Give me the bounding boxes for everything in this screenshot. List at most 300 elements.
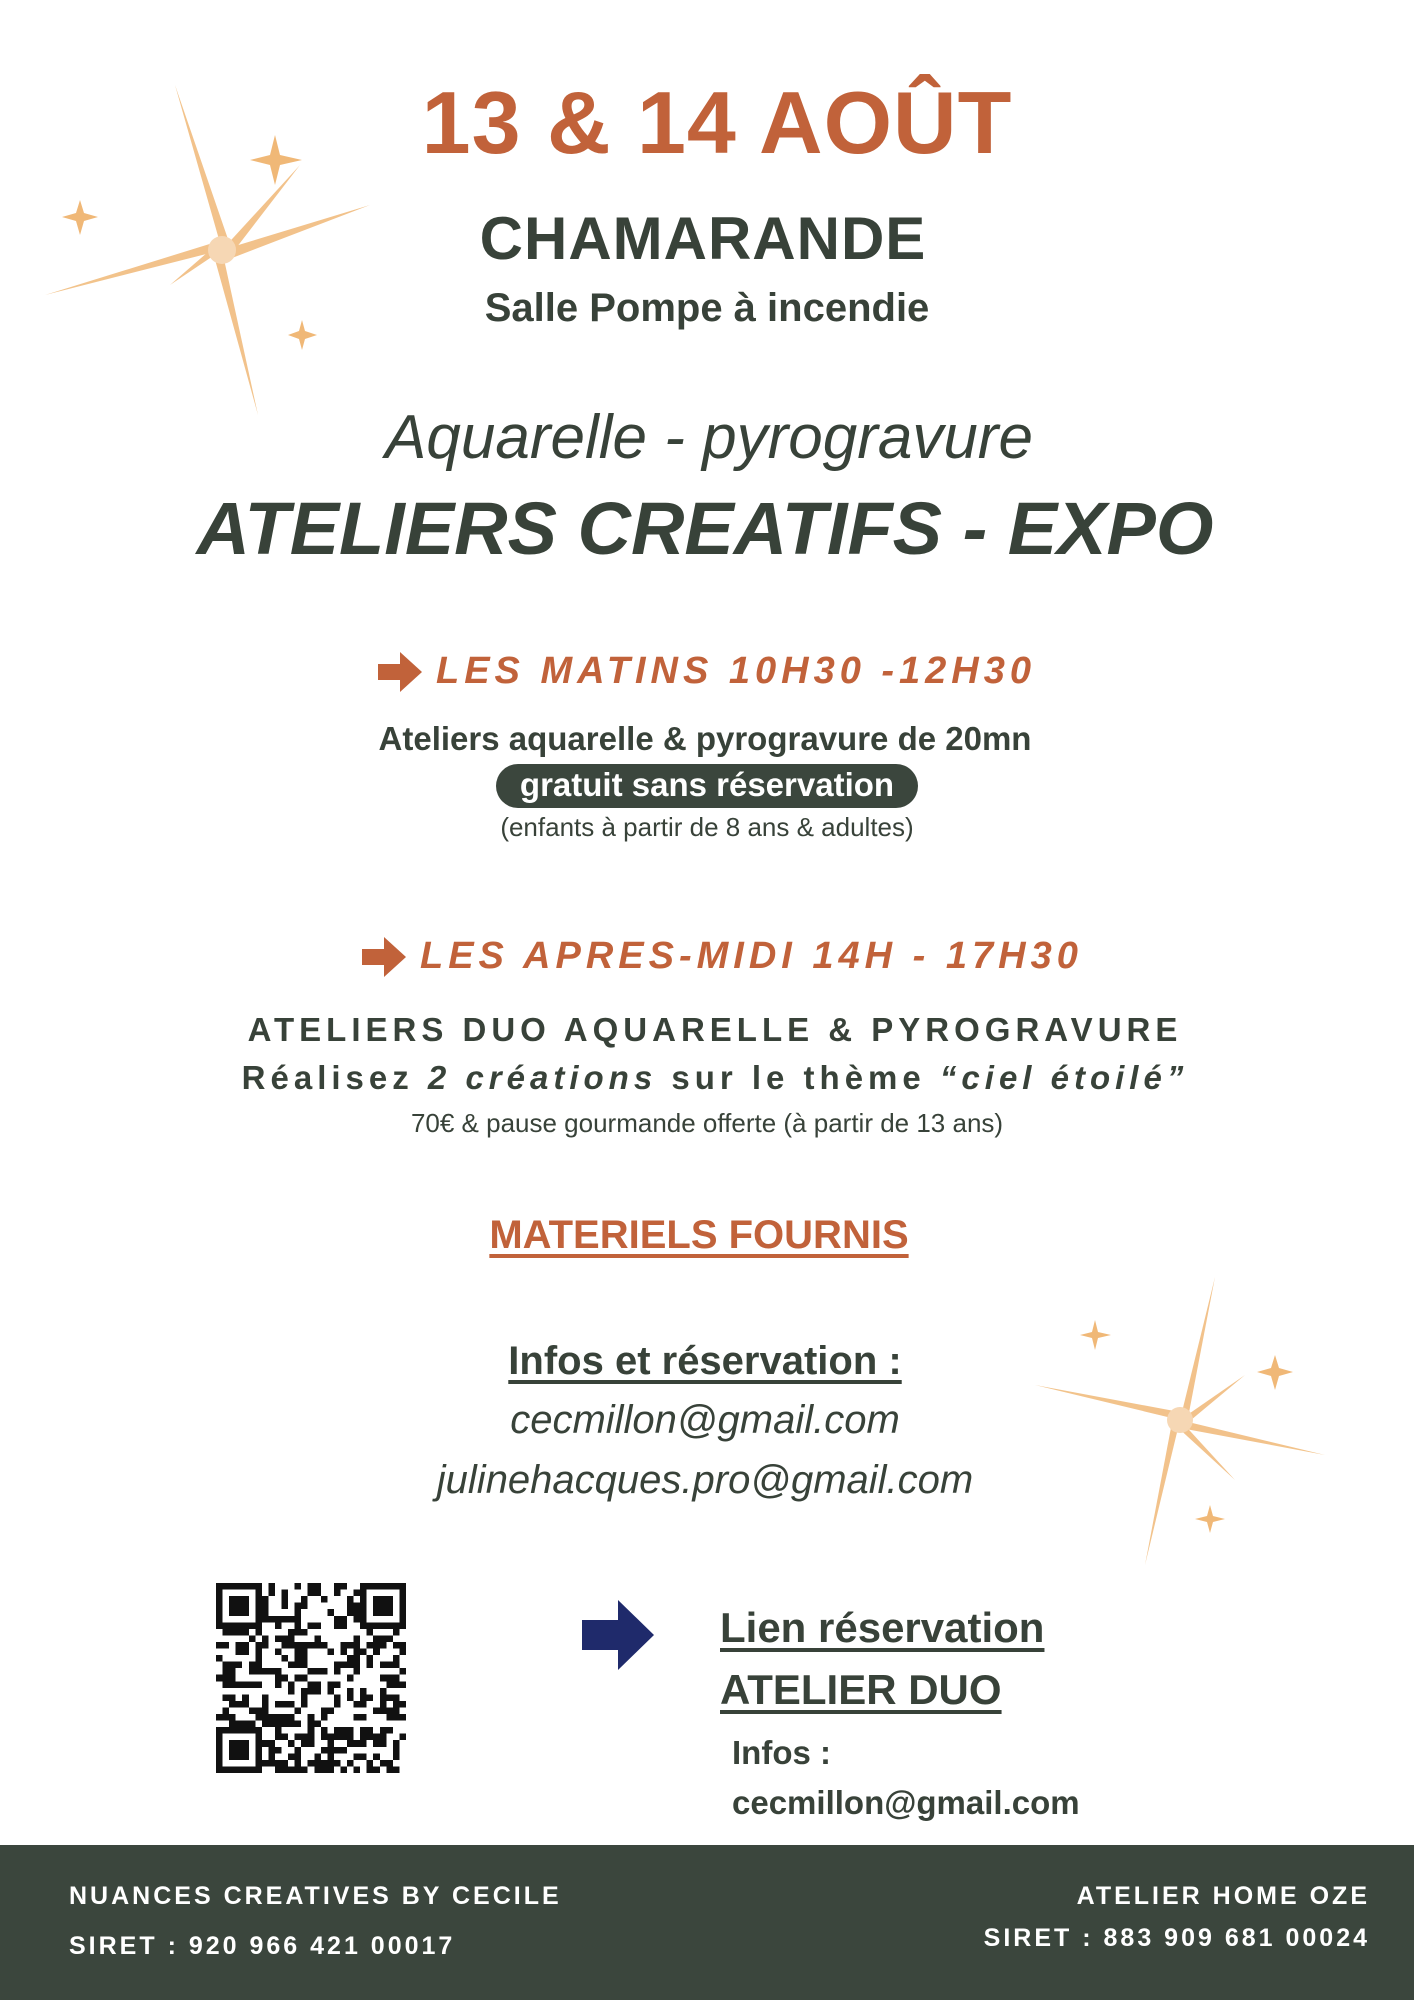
theme-emphasis-topic: “ciel étoilé” bbox=[939, 1059, 1189, 1096]
qr-module bbox=[354, 1655, 361, 1662]
qr-module bbox=[216, 1616, 223, 1623]
qr-module bbox=[268, 1747, 275, 1754]
qr-module bbox=[314, 1590, 321, 1597]
qr-module bbox=[295, 1662, 302, 1669]
qr-module bbox=[334, 1583, 341, 1590]
qr-module bbox=[327, 1740, 334, 1747]
qr-module bbox=[340, 1583, 347, 1590]
qr-module bbox=[255, 1707, 262, 1714]
qr-module bbox=[223, 1622, 230, 1629]
qr-module bbox=[393, 1747, 400, 1754]
qr-module bbox=[282, 1590, 289, 1597]
qr-module bbox=[373, 1596, 380, 1603]
qr-module bbox=[301, 1662, 308, 1669]
qr-module bbox=[399, 1701, 406, 1708]
qr-module bbox=[268, 1714, 275, 1721]
qr-module bbox=[295, 1622, 302, 1629]
qr-module bbox=[236, 1622, 243, 1629]
contact-heading: Infos et réservation : bbox=[508, 1339, 902, 1383]
qr-module bbox=[242, 1629, 249, 1636]
qr-module bbox=[380, 1694, 387, 1701]
qr-module bbox=[275, 1727, 282, 1734]
qr-module bbox=[399, 1583, 406, 1590]
qr-module bbox=[360, 1714, 367, 1721]
qr-module bbox=[223, 1629, 230, 1636]
qr-module bbox=[282, 1616, 289, 1623]
qr-module bbox=[223, 1694, 230, 1701]
qr-module bbox=[380, 1583, 387, 1590]
qr-module bbox=[268, 1616, 275, 1623]
qr-module bbox=[288, 1635, 295, 1642]
qr-module bbox=[249, 1635, 256, 1642]
qr-module bbox=[223, 1583, 230, 1590]
qr-module bbox=[354, 1714, 361, 1721]
morning-badge-wrap bbox=[0, 764, 1414, 808]
qr-module bbox=[216, 1727, 223, 1734]
qr-module bbox=[308, 1727, 315, 1734]
qr-module bbox=[255, 1753, 262, 1760]
qr-module bbox=[229, 1727, 236, 1734]
qr-module bbox=[373, 1642, 380, 1649]
qr-module bbox=[327, 1609, 334, 1616]
qr-module bbox=[223, 1707, 230, 1714]
qr-module bbox=[229, 1609, 236, 1616]
qr-module bbox=[262, 1694, 269, 1701]
qr-module bbox=[380, 1596, 387, 1603]
qr-module bbox=[236, 1649, 243, 1656]
qr-module bbox=[334, 1694, 341, 1701]
qr-module bbox=[216, 1734, 223, 1741]
qr-module bbox=[275, 1616, 282, 1623]
qr-module bbox=[295, 1609, 302, 1616]
qr-module bbox=[255, 1649, 262, 1656]
qr-module bbox=[282, 1642, 289, 1649]
qr-module bbox=[242, 1642, 249, 1649]
qr-module bbox=[393, 1675, 400, 1682]
qr-module bbox=[229, 1662, 236, 1669]
qr-module bbox=[262, 1616, 269, 1623]
qr-module bbox=[249, 1766, 256, 1773]
qr-module bbox=[242, 1753, 249, 1760]
contact-email-1[interactable]: cecmillon@gmail.com bbox=[510, 1398, 900, 1442]
qr-module bbox=[223, 1766, 230, 1773]
qr-module bbox=[282, 1675, 289, 1682]
event-subtitle: Aquarelle - pyrogravure bbox=[385, 403, 1033, 472]
arrow-right-icon bbox=[378, 652, 422, 692]
qr-module bbox=[249, 1668, 256, 1675]
qr-module bbox=[373, 1622, 380, 1629]
qr-module bbox=[393, 1714, 400, 1721]
qr-module bbox=[360, 1616, 367, 1623]
qr-module bbox=[229, 1622, 236, 1629]
qr-module bbox=[255, 1583, 262, 1590]
qr-module bbox=[399, 1616, 406, 1623]
qr-module bbox=[262, 1760, 269, 1767]
footer-right-name: ATELIER HOME OZE bbox=[1076, 1882, 1370, 1910]
qr-module bbox=[282, 1596, 289, 1603]
qr-module bbox=[347, 1609, 354, 1616]
qr-module bbox=[229, 1701, 236, 1708]
free-badge: gratuit sans réservation bbox=[496, 764, 918, 808]
qr-module bbox=[282, 1766, 289, 1773]
qr-module bbox=[255, 1760, 262, 1767]
qr-module bbox=[223, 1714, 230, 1721]
qr-module bbox=[321, 1714, 328, 1721]
qr-module bbox=[262, 1609, 269, 1616]
qr-module bbox=[249, 1727, 256, 1734]
qr-module bbox=[295, 1616, 302, 1623]
qr-module bbox=[327, 1747, 334, 1754]
qr-module bbox=[255, 1714, 262, 1721]
qr-module bbox=[275, 1681, 282, 1688]
qr-module bbox=[314, 1668, 321, 1675]
qr-module bbox=[386, 1609, 393, 1616]
venue-name: Salle Pompe à incendie bbox=[484, 286, 930, 330]
qr-module bbox=[255, 1596, 262, 1603]
qr-module bbox=[255, 1727, 262, 1734]
qr-module bbox=[380, 1740, 387, 1747]
qr-module bbox=[334, 1701, 341, 1708]
qr-module bbox=[314, 1721, 321, 1728]
qr-module bbox=[242, 1727, 249, 1734]
footer-right-siret: SIRET : 883 909 681 00024 bbox=[983, 1924, 1370, 1952]
qr-module bbox=[354, 1635, 361, 1642]
qr-module bbox=[236, 1583, 243, 1590]
qr-module bbox=[399, 1590, 406, 1597]
qr-module bbox=[393, 1701, 400, 1708]
materials-provided: MATERIELS FOURNIS bbox=[489, 1213, 909, 1257]
qr-module bbox=[393, 1753, 400, 1760]
qr-module bbox=[242, 1747, 249, 1754]
qr-module bbox=[373, 1734, 380, 1741]
qr-module bbox=[386, 1766, 393, 1773]
qr-module bbox=[229, 1694, 236, 1701]
qr-module bbox=[295, 1583, 302, 1590]
qr-module bbox=[327, 1766, 334, 1773]
qr-module bbox=[354, 1662, 361, 1669]
qr-module bbox=[340, 1734, 347, 1741]
qr-module bbox=[354, 1701, 361, 1708]
qr-module bbox=[223, 1727, 230, 1734]
morning-heading-text: LES MATINS 10H30 -12H30 bbox=[436, 650, 1037, 692]
qr-module bbox=[275, 1701, 282, 1708]
qr-module bbox=[347, 1734, 354, 1741]
qr-module bbox=[249, 1622, 256, 1629]
qr-module bbox=[399, 1668, 406, 1675]
qr-module bbox=[236, 1642, 243, 1649]
qr-module bbox=[295, 1766, 302, 1773]
qr-module bbox=[347, 1760, 354, 1767]
qr-module bbox=[340, 1649, 347, 1656]
qr-module bbox=[399, 1681, 406, 1688]
qr-module bbox=[386, 1675, 393, 1682]
qr-module bbox=[354, 1649, 361, 1656]
qr-module bbox=[347, 1596, 354, 1603]
qr-module bbox=[321, 1734, 328, 1741]
qr-module bbox=[242, 1622, 249, 1629]
qr-module bbox=[347, 1740, 354, 1747]
qr-module bbox=[308, 1590, 315, 1597]
qr-module bbox=[229, 1753, 236, 1760]
qr-module bbox=[236, 1701, 243, 1708]
qr-module bbox=[255, 1603, 262, 1610]
qr-module bbox=[295, 1760, 302, 1767]
qr-module bbox=[373, 1583, 380, 1590]
qr-module bbox=[216, 1714, 223, 1721]
qr-module bbox=[386, 1596, 393, 1603]
reservation-infos-email[interactable]: cecmillon@gmail.com bbox=[732, 1784, 1080, 1821]
qr-module bbox=[340, 1616, 347, 1623]
qr-module bbox=[236, 1721, 243, 1728]
qr-code-icon[interactable] bbox=[216, 1583, 406, 1773]
qr-module bbox=[399, 1609, 406, 1616]
qr-module bbox=[242, 1681, 249, 1688]
qr-module bbox=[399, 1734, 406, 1741]
qr-module bbox=[242, 1609, 249, 1616]
qr-module bbox=[242, 1701, 249, 1708]
qr-module bbox=[334, 1727, 341, 1734]
qr-module bbox=[295, 1734, 302, 1741]
qr-module bbox=[373, 1635, 380, 1642]
qr-module bbox=[327, 1760, 334, 1767]
qr-module bbox=[380, 1701, 387, 1708]
qr-module bbox=[262, 1721, 269, 1728]
qr-module bbox=[393, 1694, 400, 1701]
qr-module bbox=[367, 1662, 374, 1669]
qr-module bbox=[288, 1616, 295, 1623]
qr-module bbox=[249, 1721, 256, 1728]
qr-module bbox=[347, 1603, 354, 1610]
qr-module bbox=[229, 1740, 236, 1747]
qr-module bbox=[334, 1616, 341, 1623]
qr-module bbox=[380, 1622, 387, 1629]
qr-module bbox=[327, 1734, 334, 1741]
qr-module bbox=[255, 1622, 262, 1629]
qr-module bbox=[367, 1629, 374, 1636]
qr-module bbox=[334, 1622, 341, 1629]
qr-module bbox=[314, 1766, 321, 1773]
qr-module bbox=[216, 1760, 223, 1767]
qr-module bbox=[229, 1721, 236, 1728]
qr-module bbox=[295, 1747, 302, 1754]
qr-module bbox=[229, 1583, 236, 1590]
qr-module bbox=[334, 1747, 341, 1754]
qr-module bbox=[367, 1642, 374, 1649]
qr-module bbox=[393, 1740, 400, 1747]
qr-module bbox=[380, 1609, 387, 1616]
qr-module bbox=[314, 1688, 321, 1695]
qr-module bbox=[354, 1603, 361, 1610]
qr-module bbox=[334, 1734, 341, 1741]
qr-module bbox=[314, 1760, 321, 1767]
qr-module bbox=[282, 1603, 289, 1610]
qr-module bbox=[255, 1642, 262, 1649]
qr-module bbox=[255, 1609, 262, 1616]
qr-module bbox=[301, 1688, 308, 1695]
qr-module bbox=[288, 1766, 295, 1773]
qr-module bbox=[367, 1694, 374, 1701]
qr-module bbox=[288, 1629, 295, 1636]
qr-module bbox=[367, 1727, 374, 1734]
qr-module bbox=[399, 1649, 406, 1656]
qr-module bbox=[347, 1727, 354, 1734]
qr-module bbox=[229, 1747, 236, 1754]
qr-module bbox=[360, 1583, 367, 1590]
qr-module bbox=[340, 1622, 347, 1629]
qr-module bbox=[367, 1655, 374, 1662]
qr-module bbox=[347, 1662, 354, 1669]
qr-module bbox=[314, 1622, 321, 1629]
qr-module bbox=[386, 1727, 393, 1734]
qr-module bbox=[229, 1675, 236, 1682]
qr-module bbox=[236, 1603, 243, 1610]
qr-module bbox=[242, 1603, 249, 1610]
qr-module bbox=[393, 1655, 400, 1662]
qr-module bbox=[216, 1642, 223, 1649]
qr-module bbox=[321, 1668, 328, 1675]
qr-module bbox=[308, 1622, 315, 1629]
qr-module bbox=[216, 1583, 223, 1590]
qr-module bbox=[216, 1675, 223, 1682]
qr-module bbox=[393, 1662, 400, 1669]
qr-module bbox=[216, 1740, 223, 1747]
qr-module bbox=[340, 1662, 347, 1669]
qr-module bbox=[255, 1766, 262, 1773]
qr-module bbox=[393, 1583, 400, 1590]
qr-module bbox=[236, 1747, 243, 1754]
qr-module bbox=[354, 1590, 361, 1597]
qr-module bbox=[308, 1668, 315, 1675]
qr-module bbox=[314, 1583, 321, 1590]
qr-module bbox=[321, 1747, 328, 1754]
qr-module bbox=[321, 1642, 328, 1649]
qr-module bbox=[360, 1753, 367, 1760]
qr-module bbox=[242, 1740, 249, 1747]
footer-left-name: NUANCES CREATIVES BY CECILE bbox=[69, 1882, 562, 1910]
arrow-right-icon bbox=[362, 937, 406, 977]
qr-module bbox=[367, 1622, 374, 1629]
qr-module bbox=[373, 1609, 380, 1616]
qr-module bbox=[380, 1675, 387, 1682]
contact-email-2[interactable]: julinehacques.pro@gmail.com bbox=[436, 1458, 974, 1502]
qr-module bbox=[216, 1596, 223, 1603]
reservation-link-sub[interactable]: ATELIER DUO bbox=[720, 1666, 1002, 1713]
qr-module bbox=[301, 1603, 308, 1610]
qr-module bbox=[393, 1642, 400, 1649]
qr-module bbox=[236, 1662, 243, 1669]
qr-module bbox=[314, 1642, 321, 1649]
qr-module bbox=[282, 1734, 289, 1741]
qr-module bbox=[380, 1760, 387, 1767]
qr-module bbox=[380, 1727, 387, 1734]
qr-module bbox=[373, 1603, 380, 1610]
qr-module bbox=[223, 1642, 230, 1649]
qr-module bbox=[386, 1694, 393, 1701]
qr-module bbox=[262, 1714, 269, 1721]
qr-module bbox=[295, 1649, 302, 1656]
morning-description: Ateliers aquarelle & pyrogravure de 20mn bbox=[378, 720, 1032, 757]
qr-module bbox=[360, 1740, 367, 1747]
qr-module bbox=[288, 1701, 295, 1708]
qr-module bbox=[327, 1681, 334, 1688]
qr-module bbox=[223, 1668, 230, 1675]
qr-module bbox=[386, 1714, 393, 1721]
qr-module bbox=[223, 1662, 230, 1669]
qr-module bbox=[386, 1760, 393, 1767]
qr-module bbox=[386, 1583, 393, 1590]
qr-module bbox=[393, 1629, 400, 1636]
qr-module bbox=[360, 1596, 367, 1603]
qr-module bbox=[288, 1740, 295, 1747]
qr-module bbox=[308, 1721, 315, 1728]
qr-module bbox=[386, 1603, 393, 1610]
qr-module bbox=[393, 1622, 400, 1629]
qr-module bbox=[229, 1603, 236, 1610]
qr-module bbox=[380, 1642, 387, 1649]
qr-module bbox=[367, 1583, 374, 1590]
morning-note: (enfants à partir de 8 ans & adultes) bbox=[500, 812, 914, 842]
qr-module bbox=[334, 1662, 341, 1669]
qr-module bbox=[275, 1649, 282, 1656]
qr-module bbox=[229, 1766, 236, 1773]
qr-module bbox=[354, 1740, 361, 1747]
qr-module bbox=[262, 1642, 269, 1649]
qr-module bbox=[242, 1596, 249, 1603]
qr-module bbox=[262, 1668, 269, 1675]
qr-module bbox=[380, 1603, 387, 1610]
qr-module bbox=[295, 1721, 302, 1728]
qr-module bbox=[327, 1688, 334, 1695]
qr-module bbox=[242, 1583, 249, 1590]
qr-module bbox=[308, 1583, 315, 1590]
qr-module bbox=[393, 1766, 400, 1773]
qr-module bbox=[360, 1603, 367, 1610]
qr-module bbox=[288, 1753, 295, 1760]
qr-module bbox=[229, 1668, 236, 1675]
qr-module bbox=[295, 1642, 302, 1649]
qr-module bbox=[275, 1635, 282, 1642]
qr-module bbox=[380, 1635, 387, 1642]
qr-module bbox=[354, 1642, 361, 1649]
qr-module bbox=[275, 1714, 282, 1721]
qr-module bbox=[275, 1760, 282, 1767]
qr-module bbox=[275, 1766, 282, 1773]
event-date: 13 & 14 AOÛT bbox=[421, 73, 1013, 172]
qr-module bbox=[295, 1675, 302, 1682]
reservation-infos-label: Infos : bbox=[732, 1734, 831, 1771]
qr-module bbox=[216, 1622, 223, 1629]
qr-module bbox=[216, 1753, 223, 1760]
qr-module bbox=[321, 1707, 328, 1714]
qr-module bbox=[386, 1681, 393, 1688]
qr-module bbox=[347, 1642, 354, 1649]
qr-module bbox=[308, 1760, 315, 1767]
qr-module bbox=[399, 1622, 406, 1629]
afternoon-description: ATELIERS DUO AQUARELLE & PYROGRAVURE bbox=[247, 1011, 1183, 1048]
qr-module bbox=[373, 1707, 380, 1714]
qr-module bbox=[354, 1753, 361, 1760]
afternoon-note: 70€ & pause gourmande offerte (à partir de 13 ans) bbox=[410, 1108, 1004, 1138]
reservation-link[interactable]: Lien réservation bbox=[720, 1604, 1045, 1651]
qr-module bbox=[275, 1675, 282, 1682]
qr-module bbox=[347, 1688, 354, 1695]
qr-module bbox=[308, 1642, 315, 1649]
qr-module bbox=[360, 1622, 367, 1629]
qr-module bbox=[242, 1649, 249, 1656]
qr-module bbox=[282, 1721, 289, 1728]
qr-module bbox=[360, 1590, 367, 1597]
qr-module bbox=[255, 1590, 262, 1597]
